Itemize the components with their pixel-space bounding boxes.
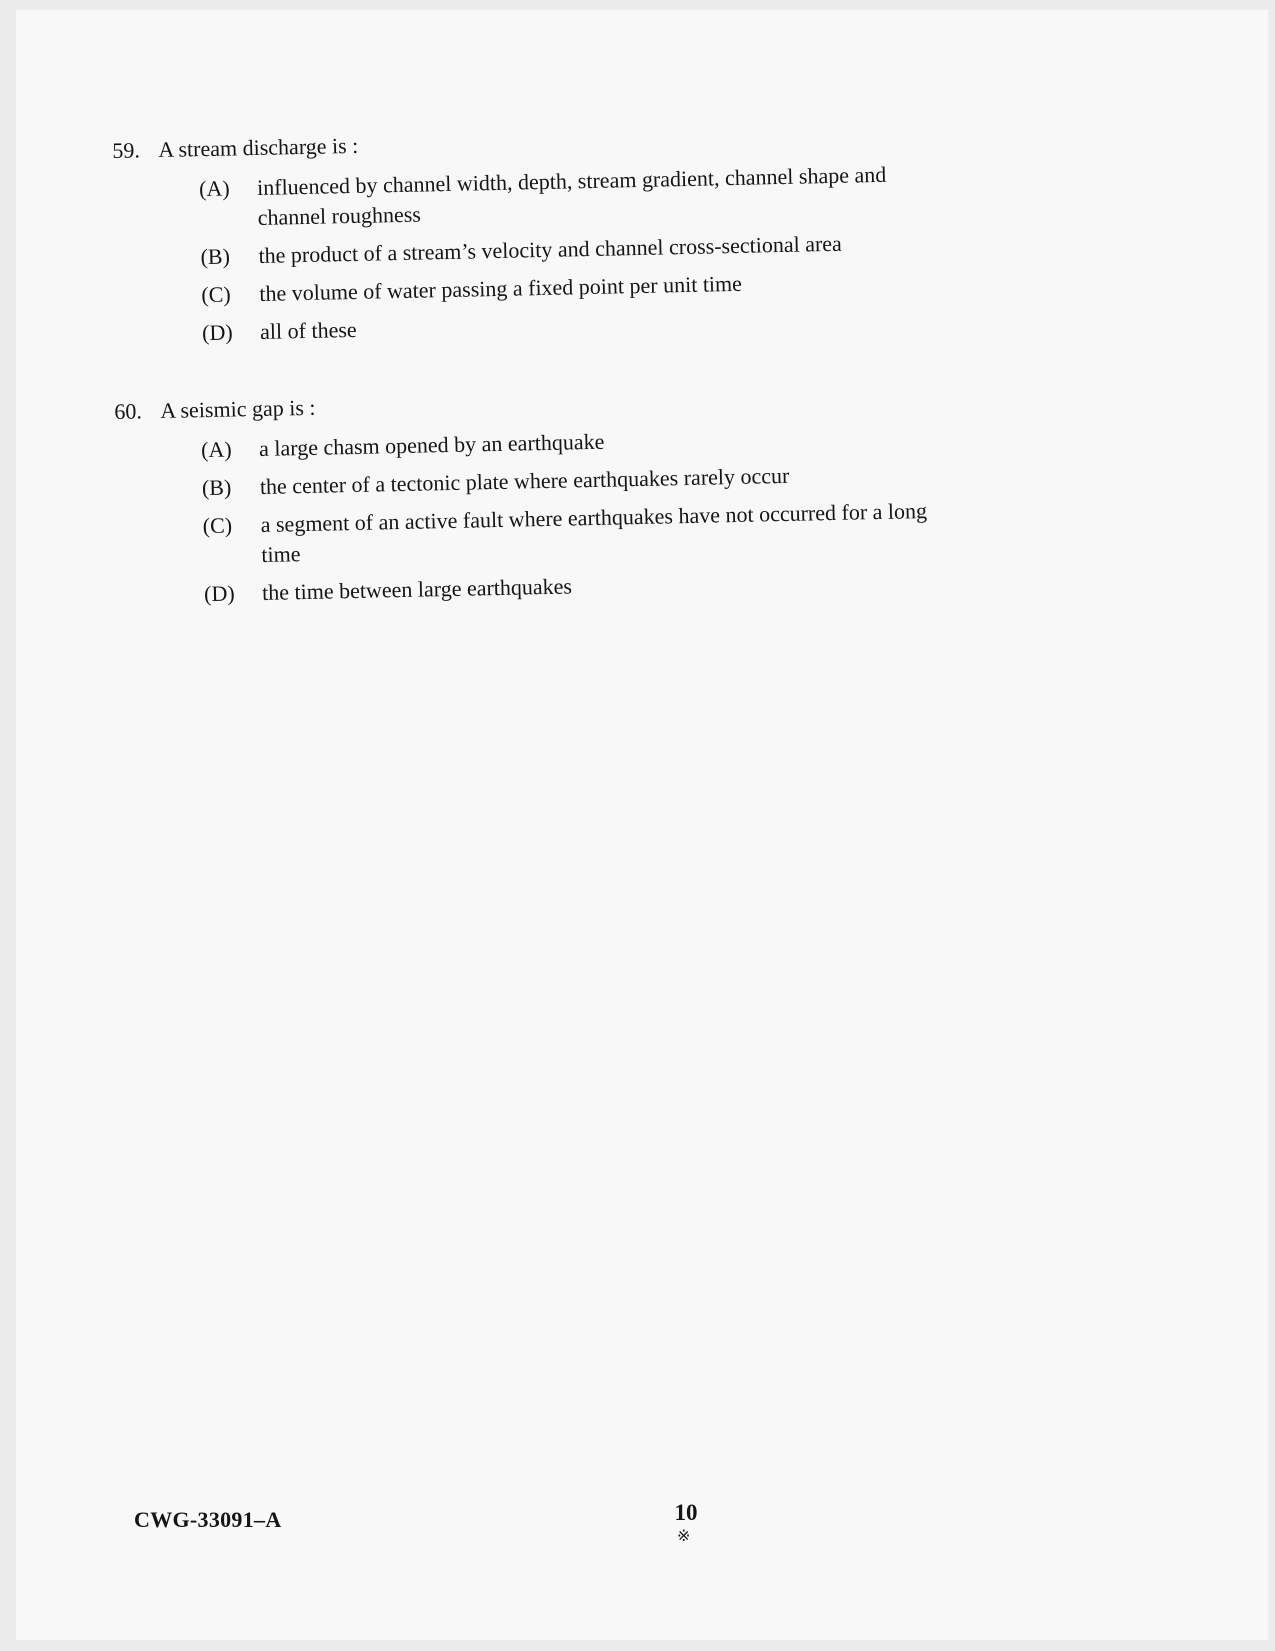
question-60 [114, 378, 1018, 619]
option-text: the center of a tectonic plate where earthquakes rarely occur [259, 462, 790, 499]
question-text: A seismic gap is : [160, 394, 316, 424]
option-text: the product of a stream’s velocity and channel cross-sectional area [258, 230, 843, 268]
option-text: a large chasm opened by an earthquake [258, 428, 605, 461]
asterism-mark: ※ [677, 1528, 691, 1545]
question-text: A stream discharge is : [158, 132, 359, 163]
question-59 [112, 117, 1016, 358]
question-number: 59. [112, 137, 141, 163]
option-a [199, 157, 1014, 234]
option-list [199, 157, 1016, 348]
option-letter: (D) [203, 580, 235, 607]
option-text: all of these [259, 316, 357, 344]
option-text: a segment of an active fault where earthquakes have not occurred for a long time [260, 498, 928, 567]
option-letter: (A) [200, 436, 232, 463]
option-letter: (C) [202, 512, 233, 539]
question-number: 60. [114, 398, 143, 424]
paper-code: CWG-33091–A [134, 1507, 282, 1532]
option-letter: (B) [200, 243, 231, 270]
option-text: the time between large earthquakes [261, 573, 573, 605]
option-c [202, 494, 1017, 571]
option-d [202, 301, 1016, 348]
option-letter: (B) [201, 474, 232, 501]
option-letter: (C) [201, 281, 231, 308]
option-letter: (D) [201, 319, 233, 346]
option-text: the volume of water passing a fixed point per unit time [259, 270, 743, 306]
option-text: influenced by channel width, depth, stream gradient, channel shape and channel roughness [256, 161, 887, 230]
page-number: 10 [674, 1500, 698, 1525]
option-list [201, 418, 1018, 609]
option-d [204, 562, 1018, 609]
option-letter: (A) [198, 175, 230, 202]
